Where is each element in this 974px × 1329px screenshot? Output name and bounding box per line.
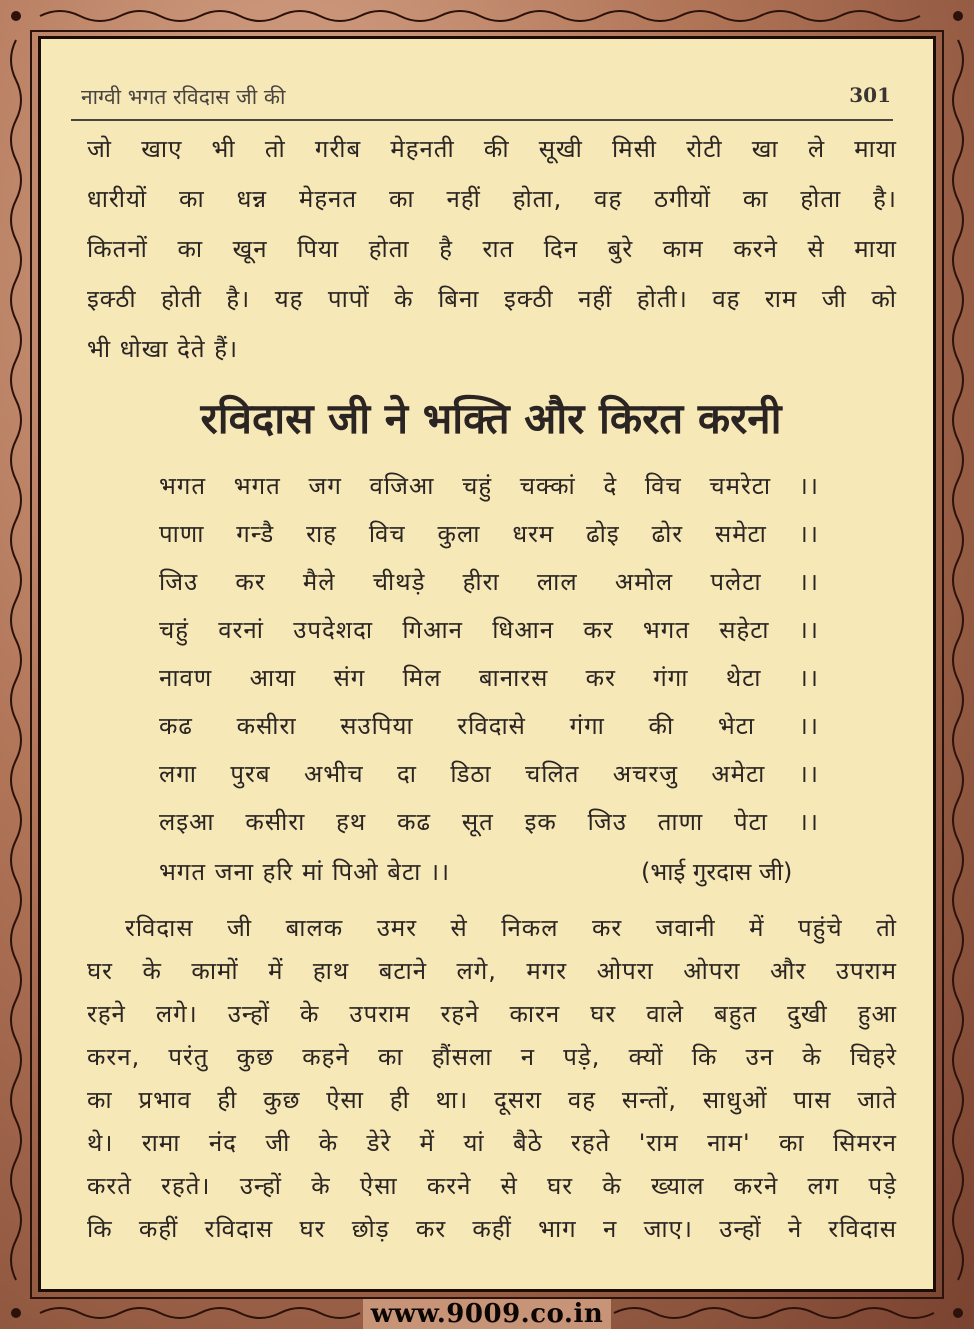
intro-line: इक्ठी होती है। यह पापों के बिना इक्ठी नहीं होती। वह राम जी को xyxy=(87,285,897,313)
verse-line: लइआ कसीरा हथ कढ सूत इक जिउ ताणा पेटा ।। xyxy=(159,808,819,836)
intro-line: कितनों का खून पिया होता है रात दिन बुरे काम करने से माया xyxy=(87,235,897,263)
body-line: करते रहते। उन्हों के ऐसा करने से घर के ख्याल करने लग पड़े xyxy=(87,1172,897,1200)
body-line: रहने लगे। उन्हों के उपराम रहने कारन घर वाले बहुत दुखी हुआ xyxy=(87,1000,897,1028)
body-line: कि कहीं रविदास घर छोड़ कर कहीं भाग न जाए। उन्हों ने रविदास xyxy=(87,1215,897,1243)
body-line: का प्रभाव ही कुछ ऐसा ही था। दूसरा वह सन्तों, साधुओं पास जाते xyxy=(87,1086,897,1114)
verse-line: नावण आया संग मिल बानारस कर गंगा थेटा ।। xyxy=(159,664,819,692)
verse-line: भगत भगत जग वजिआ चहुं चक्कां दे विच चमरेटा ।। xyxy=(159,472,819,500)
page-number: 301 xyxy=(849,83,891,107)
verse-line: लगा पुरब अभीच दा डिठा चलित अचरजु अमेटा ।। xyxy=(159,760,819,788)
verse-line: भगत जना हरि मां पिओ बेटा ।। xyxy=(159,858,451,886)
book-page xyxy=(38,36,936,1292)
verse-attribution: (भाई गुरदास जी) xyxy=(641,858,793,886)
body-line: करन, परंतु कुछ कहने का हौंसला न पड़े, क्यों कि उन के चिहरे xyxy=(87,1043,897,1071)
footer xyxy=(0,1299,974,1329)
header-divider xyxy=(71,119,893,121)
intro-line: धारीयों का धन्न मेहनत का नहीं होता, वह ठगीयों का होता है। xyxy=(87,185,897,213)
intro-line: भी धोखा देते हैं। xyxy=(87,335,239,363)
running-title: नाग्वी भगत रविदास जी की xyxy=(81,85,286,109)
section-heading: रविदास जी ने भक्ति और किरत करनी xyxy=(200,394,782,443)
verse-line: जिउ कर मैले चीथड़े हीरा लाल अमोल पलेटा ।। xyxy=(159,568,819,596)
verse-line: पाणा गन्डै राह विच कुला धरम ढोइ ढोर समेटा ।। xyxy=(159,520,819,548)
body-line: रविदास जी बालक उमर से निकल कर जवानी में पहुंचे तो xyxy=(125,914,897,942)
website-url[interactable]: www.9009.co.in xyxy=(363,1299,612,1329)
verse-line: चहुं वरनां उपदेशदा गिआन धिआन कर भगत सहेटा ।। xyxy=(159,616,819,644)
body-line: थे। रामा नंद जी के डेरे में यां बैठे रहते 'राम नाम' का सिमरन xyxy=(87,1129,897,1157)
intro-line: जो खाए भी तो गरीब मेहनती की सूखी मिसी रोटी खा ले माया xyxy=(87,135,897,163)
verse-line: कढ कसीरा सउपिया रविदासे गंगा की भेटा ।। xyxy=(159,712,819,740)
body-line: घर के कामों में हाथ बटाने लगे, मगर ओपरा ओपरा और उपराम xyxy=(87,957,897,985)
